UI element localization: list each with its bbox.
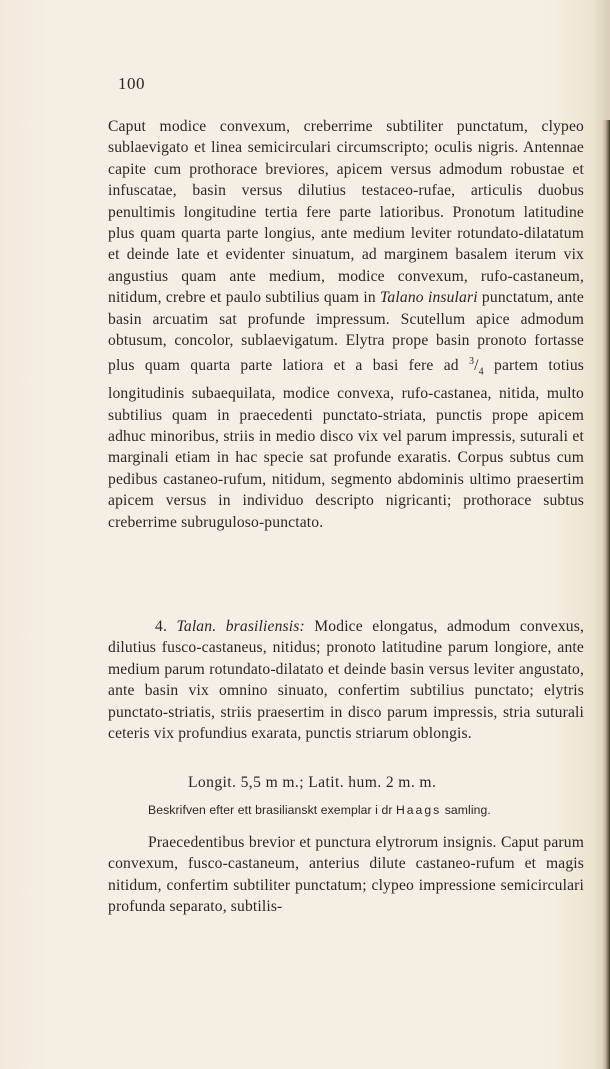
species-paragraph xyxy=(108,616,584,744)
description-paragraph: Caput modice convexum, creberrime subtiliter punctatum, clypeo sublaevigato et linea semicirculari circumscripto; oculis nigris. Antennae capite cum prothorace breviores, apicem versus admodum robustae et infuscatae, basin versus dilutius testaceo-rufae, articulis duobus penultimis longitudine tertia fere parte latioribus. Pronotum latitudine plus quam quarta parte longius, ante medium leviter rotundato-dilatatum et deinde late et evidenter sinuatum, ad marginem basalem iterum vix angustius quam ante medium, modice convexum, rufo-castaneum, nitidum, crebre et paulo subtilius quam in Talano insulari punctatum, ante basin arcuatim sat profunde impressum. Scutellum apice admodum obtusum, concolor, sublaevigatum. Elytra prope basin pronoto fortasse plus quam quarta parte latiora et a basi fere ad $^3/_4$ partem totius longitudinis subaequilata, modice convexa, rufo-castanea, nitida, multo subtilius quam in praecedenti punctato-striata, punctis prope apicem adhuc minoribus, striis in medio disco vix vel parum impressis, suturali et marginali etiam in hac specie sat profunde exaratis. Corpus subtus cum pedibus castaneo-rufum, nitidum, segmento abdominis ultimo praesertim apicem versus in individuo descripto nigricanti; prothorace subtus creberrime subruguloso-punctato. xyxy=(108,118,584,531)
paragraph-text: Caput modice convexum, creberrime subtiliter punctatum, clypeo sublaevigato et linea semicirculari circumscripto; oculis nigris. Antennae capite cum prothorace breviores, apicem versus admodum robustae et infuscatae, basin versus dilutius testaceo-rufae, articulis duobus penultimis longitudine tertia fere parte latioribus. Pronotum latitudine plus quam quarta parte longius, ante medium leviter rotundato-dilatatum et deinde late et evidenter sinuatum, ad marginem basalem iterum vix angustius quam ante medium, modice convexum, rufo-castaneum, nitidum, crebre et paulo subtilius quam in xyxy=(108,118,584,307)
collector-name: Haags xyxy=(395,803,442,817)
measurements: Longit. 5,5 m m.; Latit. hum. 2 m. m. xyxy=(188,774,437,791)
species-name: Talano insulari xyxy=(380,289,478,307)
note-prefix: Beskrifven efter ett brasilianskt exemplar i dr xyxy=(148,803,396,817)
page-edge-shadow xyxy=(602,120,610,1069)
paragraph-text: partem totius longitudinis subaequilata, modice convexa, rufo-castanea, nitida, multo subtilius quam in praecedenti punctato-striata, punctis prope apicem adhuc minoribus, striis in medio disco vix vel parum impressis, suturali et marginali etiam in hac specie sat profunde exaratis. Corpus subtus cum pedibus castaneo-rufum, nitidum, segmento abdominis ultimo praesertim apicem versus in individuo descripto nigricanti; prothorace subtus creberrime subruguloso-punctato. xyxy=(108,357,584,531)
comparison-paragraph: Praecedentibus brevior et punctura elytrorum insignis. Caput parum convexum, fusco-castaneum, anterius dilute castaneo-rufum et magis nitidum, confertim subtiliter punctatum; clypeo impressione semicirculari profunda separato, subtilis- xyxy=(108,834,584,916)
paragraph-text: Modice elongatus, admodum convexus, dilutius fusco-castaneus, nitidus; pronoto latitudine parum longiore, ante medium parum rotundato-dilatato et deinde basin versus leviter angustato, ante basin vix omnino sinuato, confertim subtilius punctato; elytris punctato-striatis, striis praesertim in disco parum impressis, stria suturali ceteris vix profundius exarata, punctis striarum oblongis. xyxy=(108,618,584,743)
species-heading: Talan. brasiliensis: xyxy=(176,618,305,635)
specimen-note xyxy=(148,803,491,817)
note-suffix: samling. xyxy=(441,803,491,817)
page-number: 100 xyxy=(118,74,145,93)
fraction-denominator: 4 xyxy=(478,366,484,378)
species-number: 4. xyxy=(155,618,167,635)
fraction-numerator: 3 xyxy=(468,356,475,368)
paragraph-text: punctatum, ante basin arcuatim sat profunde impressum. Scutellum apice admodum obtusum, concolor, sublaevigatum. Elytra prope basin pronoto fortasse plus quam quarta parte latiora et a basi fere ad xyxy=(108,289,584,375)
